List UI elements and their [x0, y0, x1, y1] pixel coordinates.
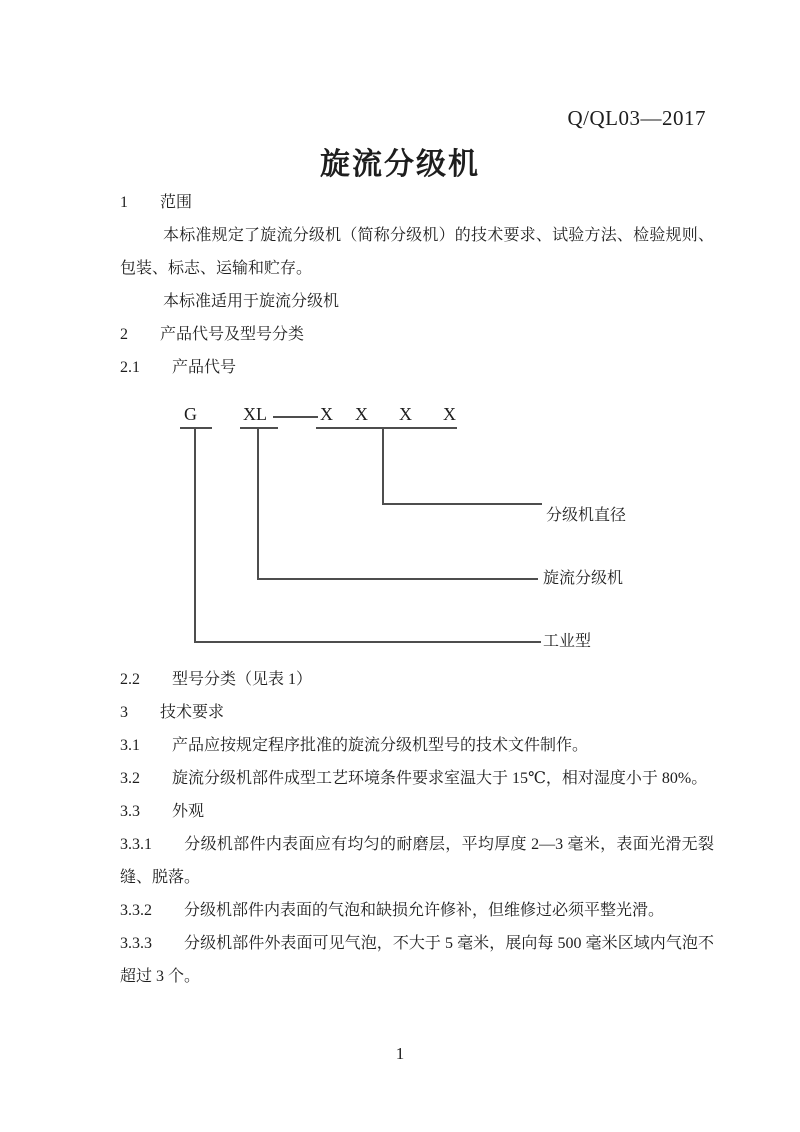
- clause-3-3-1-text: 分级机部件内表面应有均匀的耐磨层，平均厚度 2—3 毫米，表面光滑无裂缝、脱落。: [120, 836, 714, 886]
- clause-3-1-text: 产品应按规定程序批准的旋流分级机型号的技术文件制作。: [172, 737, 589, 754]
- clause-3-heading: [120, 696, 714, 729]
- clause-3-2: [120, 762, 714, 795]
- clause-2-2-heading: [120, 663, 714, 696]
- clause-2-2-number: 2.2: [120, 671, 140, 688]
- clause-2-text: 产品代号及型号分类: [160, 326, 305, 343]
- label-classifier-diameter: 分级机直径: [546, 507, 627, 524]
- clause-3-text: 技术要求: [160, 704, 225, 721]
- clause-2-number: 2: [120, 326, 128, 343]
- clause-3-2-text: 旋流分级机部件成型工艺环境条件要求室温大于 15℃，相对湿度小于 80%。: [172, 770, 708, 787]
- underline-x-group: [316, 427, 457, 429]
- clause-3-3-heading: [120, 795, 714, 828]
- underline-xl: [240, 427, 278, 429]
- clause-2-2-text: 型号分类（见表 1）: [172, 671, 313, 688]
- clause-1-text: 范围: [160, 194, 193, 211]
- xl-vertical-line: [257, 427, 259, 580]
- code-letter-xl: XL: [243, 404, 267, 424]
- diameter-leader-line: [382, 503, 542, 505]
- clause-3-2-number: 3.2: [120, 770, 140, 787]
- code-letter-x1: X: [320, 404, 333, 424]
- xl-to-x-connector-line: [273, 416, 318, 418]
- scope-paragraph-2: 本标准适用于旋流分级机: [163, 293, 340, 310]
- code-letter-x2: X: [355, 404, 368, 424]
- clause-3-3-2-number: 3.3.2: [120, 902, 152, 919]
- clause-3-number: 3: [120, 704, 128, 721]
- clause-3-3-1: [120, 828, 714, 894]
- clause-1-heading: [120, 186, 714, 219]
- scope-paragraph-1: 本标准规定了旋流分级机（简称分级机）的技术要求、试验方法、检验规则、包装、标志、运输和贮存。: [120, 227, 714, 277]
- cyclone-leader-line: [257, 578, 538, 580]
- product-code-diagram: [120, 384, 714, 663]
- clause-3-3-text: 外观: [172, 803, 205, 820]
- document-body: [120, 186, 714, 993]
- code-letter-x4: X: [443, 404, 456, 424]
- page-number: 1: [395, 1044, 405, 1063]
- clause-2-1-text: 产品代号: [172, 359, 237, 376]
- clause-2-1-number: 2.1: [120, 359, 140, 376]
- clause-3-3-2-text: 分级机部件内表面的气泡和缺损允许修补，但维修过必须平整光滑。: [184, 902, 665, 919]
- document-title: 旋流分级机: [320, 148, 480, 181]
- clause-3-3-3: [120, 927, 714, 993]
- label-cyclone-classifier: 旋流分级机: [543, 570, 624, 587]
- code-letter-x3: X: [399, 404, 412, 424]
- industrial-leader-line: [194, 641, 541, 643]
- standard-code: Q/QL03—2017: [567, 106, 706, 130]
- label-industrial-type: 工业型: [543, 633, 592, 650]
- g-vertical-line: [194, 427, 196, 643]
- clause-1-number: 1: [120, 194, 128, 211]
- x-group-vertical-line: [382, 427, 384, 505]
- underline-g: [180, 427, 212, 429]
- clause-3-3-1-number: 3.3.1: [120, 836, 152, 853]
- clause-3-3-number: 3.3: [120, 803, 140, 820]
- clause-3-3-2: [120, 894, 714, 927]
- code-letter-g: G: [184, 404, 197, 424]
- clause-3-3-3-number: 3.3.3: [120, 935, 152, 952]
- clause-2-1-heading: [120, 351, 714, 384]
- clause-3-3-3-text: 分级机部件外表面可见气泡，不大于 5 毫米，展向每 500 毫米区域内气泡不超过 3 个。: [120, 935, 714, 985]
- clause-3-1: [120, 729, 714, 762]
- clause-2-heading: [120, 318, 714, 351]
- clause-3-1-number: 3.1: [120, 737, 140, 754]
